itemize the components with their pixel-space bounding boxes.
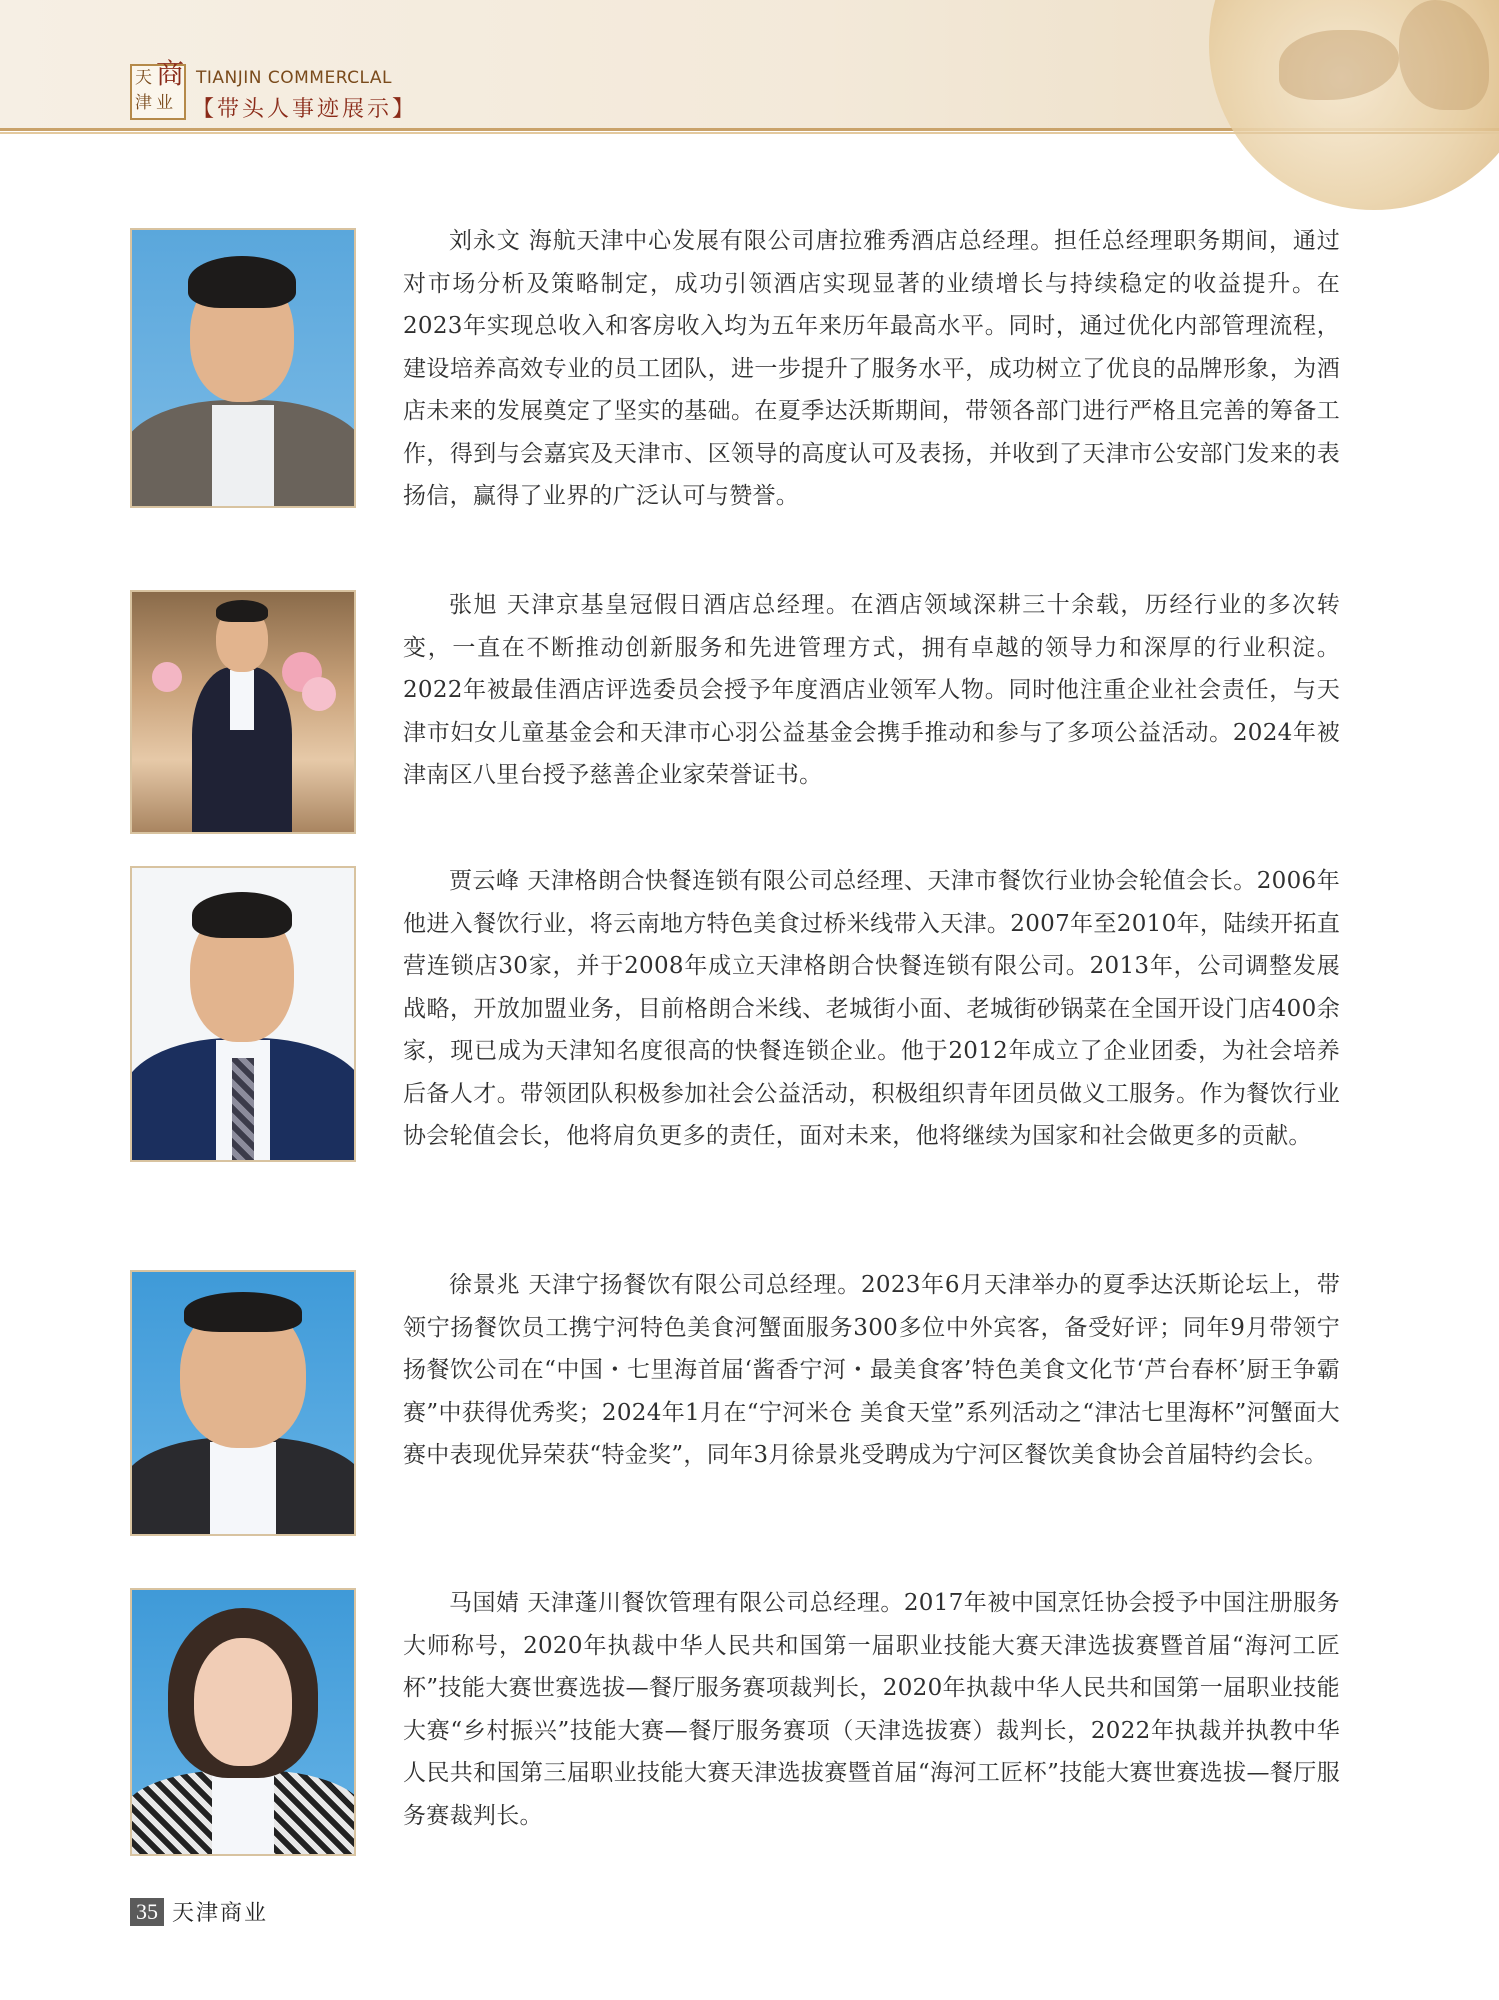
portrait-photo [130, 1270, 356, 1536]
profile-bio: 张旭 天津京基皇冠假日酒店总经理。在酒店领域深耕三十余载，历经行业的多次转变，一直在不断推动创新服务和先进管理方式，拥有卓越的领导力和深厚的行业积淀。2022年被最佳酒店评选委员会授予年度酒店业领军人物。同时他注重企业社会责任，与天津市妇女儿童基金会和天津市心羽公益基金会携手推动和参与了多项公益活动。2024年被津南区八里台授予慈善企业家荣誉证书。 [403, 592, 1340, 788]
page-number: 35 [130, 1898, 164, 1926]
profile-bio: 刘永文 海航天津中心发展有限公司唐拉雅秀酒店总经理。担任总经理职务期间，通过对市场分析及策略制定，成功引领酒店实现显著的业绩增长与持续稳定的收益提升。在2023年实现总收入和客房收入均为五年来历年最高水平。同时，通过优化内部管理流程，建设培养高效专业的员工团队，进一步提升了服务水平，成功树立了优良的品牌形象，为酒店未来的发展奠定了坚实的基础。在夏季达沃斯期间，带领各部门进行严格且完善的筹备工作，得到与会嘉宾及天津市、区领导的高度认可及表扬，并收到了天津市公安部门发来的表扬信，赢得了业界的广泛认可与赞誉。 [403, 228, 1340, 509]
section-title: 【带头人事迹展示】 [192, 97, 418, 122]
globe-decoration [1209, 0, 1499, 210]
portrait-photo [130, 1588, 356, 1856]
magazine-logo [130, 57, 186, 120]
portrait-photo [130, 228, 356, 508]
logo-char: 商 [156, 57, 185, 90]
portrait-photo [130, 590, 356, 834]
profile-bio: 马国婧 天津蓬川餐饮管理有限公司总经理。2017年被中国烹饪协会授予中国注册服务大师称号，2020年执裁中华人民共和国第一届职业技能大赛天津选拔赛暨首届“海河工匠杯”技能大赛世赛选拔—餐厅服务赛项裁判长，2020年执裁中华人民共和国第一届职业技能大赛“乡村振兴”技能大赛—餐厅服务赛项（天津选拔赛）裁判长，2022年执裁并执教中华人民共和国第三届职业技能大赛天津选拔赛暨首届“海河工匠杯”技能大赛世赛选拔—餐厅服务赛裁判长。 [403, 1590, 1340, 1829]
logo-char: 天 [135, 68, 152, 88]
logo-char: 业 [156, 93, 173, 113]
publication-name: 天津商业 [172, 1901, 269, 1926]
page-header [0, 0, 1499, 131]
profile-bio: 贾云峰 天津格朗合快餐连锁有限公司总经理、天津市餐饮行业协会轮值会长。2006年他进入餐饮行业，将云南地方特色美食过桥米线带入天津。2007年至2010年，陆续开拓直营连锁店30家，并于2008年成立天津格朗合快餐连锁有限公司。2013年，公司调整发展战略，开放加盟业务，目前格朗合米线、老城街小面、老城街砂锅菜在全国开设门店400余家，现已成为天津知名度很高的快餐连锁企业。他于2012年成立了企业团委，为社会培养后备人才。带领团队积极参加社会公益活动，积极组织青年团员做义工服务。作为餐饮行业协会轮值会长，他将肩负更多的责任，面对未来，他将继续为国家和社会做更多的贡献。 [403, 868, 1340, 1149]
logo-char: 津 [135, 93, 152, 113]
portrait-photo [130, 866, 356, 1162]
brand-english-name: TIANJIN COMMERCLAL [196, 68, 393, 88]
profile-bio: 徐景兆 天津宁扬餐饮有限公司总经理。2023年6月天津举办的夏季达沃斯论坛上，带领宁扬餐饮员工携宁河特色美食河蟹面服务300多位中外宾客，备受好评；同年9月带领宁扬餐饮公司在“中国・七里海首届‘酱香宁河・最美食客’特色美食文化节‘芦台春杯’厨王争霸赛”中获得优秀奖；2024年1月在“宁河米仓 美食天堂”系列活动之“津沽七里海杯”河蟹面大赛中表现优异荣获“特金奖”，同年3月徐景兆受聘成为宁河区餐饮美食协会首届特约会长。 [403, 1272, 1340, 1468]
